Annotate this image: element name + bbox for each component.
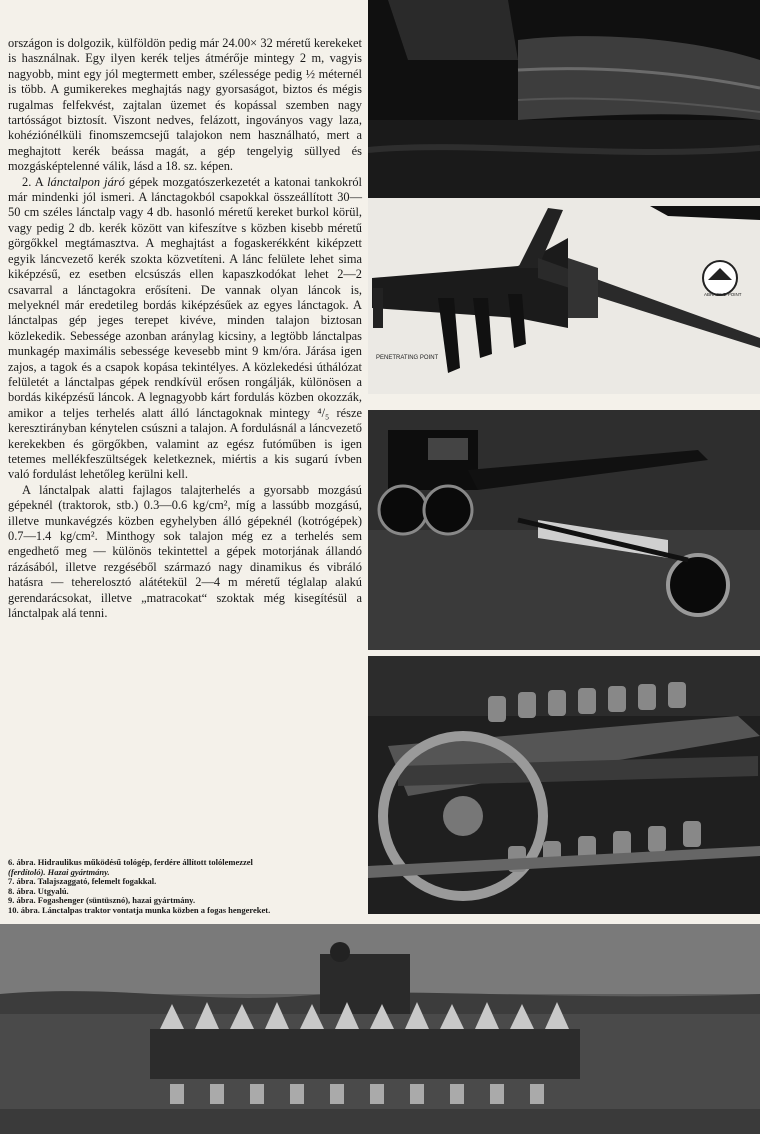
- paragraph-2-number: 2. A: [22, 174, 48, 189]
- article-text: [8, 36, 362, 621]
- photo-grader: [368, 410, 760, 650]
- caption-9: 9. ábra. Fogashenger (süntüsznó), hazai gyártmány.: [8, 895, 196, 906]
- photo-bulldozer: [368, 0, 760, 198]
- caption-8: 8. ábra. Utgyalú.: [8, 885, 69, 896]
- caption-10: 10. ábra. Lánctalpas traktor vontatja munka közben a fogas hengereket.: [8, 904, 271, 915]
- paragraph-2: [8, 175, 362, 483]
- caption-6-cont: (ferdítoló). Hazai gyártmány.: [8, 866, 110, 877]
- photo-tractor-rollers: [0, 924, 760, 1134]
- paragraph-1: országon is dolgozik, külföldön pedig már 24.00× 32 méretű kerekeket is használnak. Egy ilyen kerék teljes átmérője mintegy 2 m, vagyis nagyobb, mint egy jól megtermett ember, szélessége pedig ½ méternél is több. A gumikerekes meghajtás nagy gyorsaságot, biztos és mégis rugalmas felfekvést, zajtalan üzemet és kopással szemben nagy tartósságot biztosít. Viszont nedves, felázott, ingoványos vagy laza, kohéziónélküli finomszemcsejű talajokon nem használható, mert a meghajtott kerék beássa magát, a gép tengelyig süllyed és mozgásképtelenné válik, lásd a 18. sz. képen.: [8, 36, 362, 174]
- label-abrasive-point: ABRASIVE POINT: [704, 292, 742, 297]
- paragraph-3: A lánctalpak alatti fajlagos talajterhelés a gyorsabb mozgású gépeknél (traktorok, stb.) 0.3—0.6 kg/cm², míg a lassúbb mozgású, illetve munkavégzés közben egyhelyben álló gépeknél (kotrógépek) 0.7—1.4 kg/cm². Minthogy sok talajon még ez a terhelés sem engedhető meg — különös tekintettel a gépek motorjának állandó rázásából, illetve rezgéséből származó nagy dinamikus és vibráló hatásra — teherelosztó alátétekül 2—4 m méretű téglalap alakú gerendarácsokat, illetve „matracokat“ szoktak még kisegítésül a lánctalpak alá tenni.: [8, 482, 362, 621]
- caption-7: 7. ábra. Talajszaggató, felemelt fogakkal.: [8, 876, 157, 887]
- figure-captions: [8, 858, 368, 916]
- caption-6: 6. ábra. Hidraulikus működésű tológép, ferdére állított tolólemezzel: [8, 857, 253, 867]
- photo-sheepsfoot-roller: [368, 656, 760, 914]
- label-penetrating-point: PENETRATING POINT: [376, 355, 439, 361]
- photo-ripper: [368, 198, 760, 394]
- paragraph-2-emphasis: lánctalpon járó: [47, 174, 125, 189]
- paragraph-2-text: gépek mozgatószerkezetét a katonai tankokról már mindenki jól ismeri. A lánctagokból csapokkal összeállított 30—50 cm széles lánctalp vagy 4 db. hasonló méretű kereket burkol körül, vagy pedig 2 db. kerék között van kifeszítve s közben kisebb méretű görgőkkel megtámasztva. A meghajtást a fogaskerékként kiképzett egyik láncvezető kerék szokta közvetíteni. A lánc felülete lehet sima kiképzésű, ez esetben elcsúszás ellen kapaszkodókat lehet 2—2 csavarral a lánctagokra erősíteni. De vannak olyan láncok is, melyeknél már eredetileg bordás kiképzésűek az egyes lánctagok. A lánctalpas gép jeges terepet kivéve, minden talajon biztosan közlekedik. Sebessége azonban aránylag kicsiny, a legtöbb lánctalpas munkagép maximális sebessége kevesebb mint 9 km/óra. Járása igen zajos, a tagok és a csapok kopása tekintélyes. A közlekedési úthálózat felületét a lánctalpas gépek rendkívül erősen rongálják, különösen a bordás kiképzésű láncok. A legnagyobb kárt fordulás közben okozzák, amikor a teljes terhelés alatt álló lánctagoknak mintegy ⁴/₅ része keresztirányban kénytelen csúszni a talajon. A fordulásnál a láncvezető kerekekben és görgőkben, valamint az egész futóműben is igen tetemes mellékfeszültségek keletkeznek, miértis a kis sugarú ívben való fordulást lehetőleg kerülni kell.: [8, 174, 362, 482]
